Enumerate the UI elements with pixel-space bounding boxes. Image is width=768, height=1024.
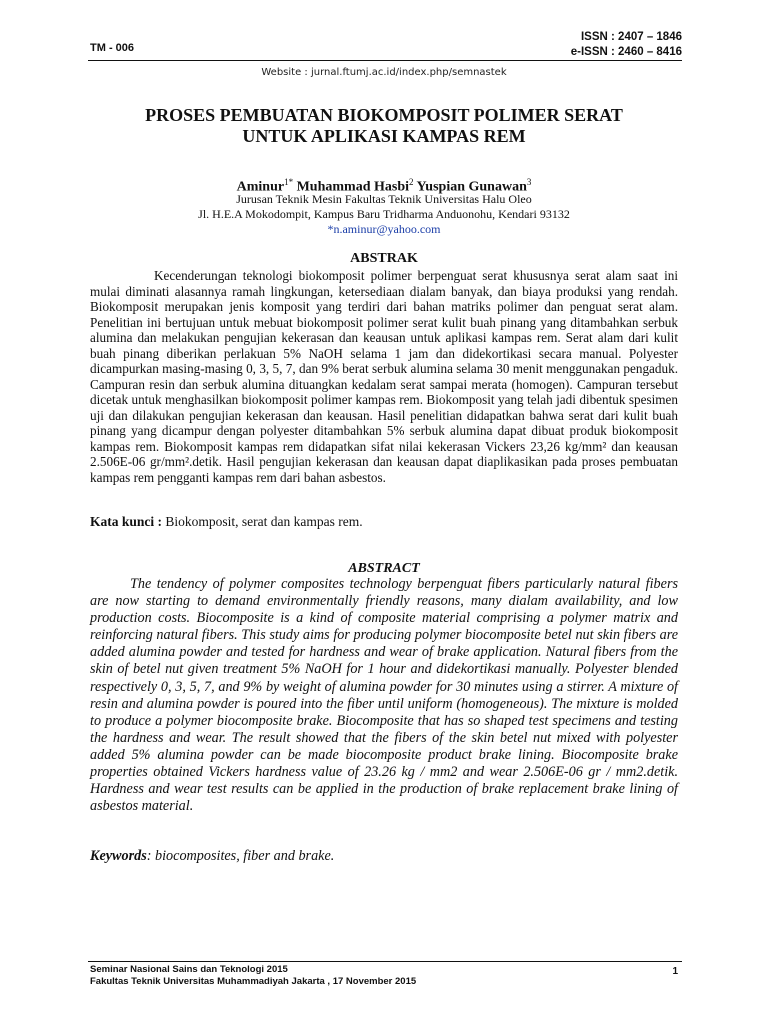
issn: ISSN : 2407 – 1846	[580, 31, 682, 43]
keywords-label: Keywords	[90, 848, 147, 864]
author-name: Muhammad Hasbi	[296, 179, 409, 195]
kata-kunci	[90, 514, 363, 530]
issn-block	[571, 30, 682, 60]
abstrak-heading: ABSTRAK	[350, 251, 418, 266]
abstrak-body: Kecenderungan teknologi biokomposit polimer berpenguat serat khususnya serat alam saat ini mulai diminati alasannya ramah lingkungan, ketersediaan dialam banyak, dan biaya produksi yang rendah. Biokomposit merupakan jenis komposit yang terdiri dari bahan matriks polimer dan penguat serat alam. Penelitian ini bertujuan untuk mebuat biokomposit polimer serat kulit buah pinang yang ditambahkan serbuk alumina dan melakukan pengujian kekerasan dan keausan untuk aplikasi kampas rem. Serat alam dari kulit buah pinang diberikan perlakuan 5% NaOH selama 1 jam dan didekortikasi secara manual. Polyester dicampurkan masing-masing 0, 3, 5, 7, dan 9% berat serbuk alumina selama 30 menit menggunakan pengaduk. Campuran resin dan serbuk alumina dituangkan kedalam serat sampai merata (homogen). Campuran tersebut dicetak untuk menghasilkan biokomposit polimer kampas rem. Biokomposit yang telah jadi dibentuk spesimen uji dan dilakukan pengujian kekerasan dan keausan. Hasil penelitian didapatkan bahwa serat dari kulit buah pinang yang dicampur dengan polyester ditambahkan 5% serbuk alumina dapat dibuat produk biokomposit kampas rem. Biokomposit kampas rem didapatkan sifat nilai kekerasan Vickers 23,26 kg/mm² dan keausan 2.506E-06 gr/mm².detik. Hasil pengujian kekerasan dan keausan dapat diaplikasikan pada proses pembuatan kampas rem pengganti kampas rem dari bahan asbestos.	[90, 268, 678, 485]
title-line-2: UNTUK APLIKASI KAMPAS REM	[242, 126, 526, 146]
footer	[90, 964, 416, 988]
author-sup: 1*	[284, 177, 294, 187]
author-name: Aminur	[236, 179, 285, 195]
email-link[interactable]: *n.aminur@yahoo.com	[327, 222, 441, 236]
header-divider	[88, 60, 682, 61]
kata-kunci-text: Biokomposit, serat dan kampas rem.	[162, 514, 363, 529]
page-number: 1	[672, 966, 678, 977]
keywords-text: : biocomposites, fiber and brake.	[146, 848, 335, 864]
address-line: Jl. H.E.A Mokodompit, Kampus Baru Tridharma Anduonohu, Kendari 93132	[198, 207, 570, 221]
affiliation-line: Jurusan Teknik Mesin Fakultas Teknik Universitas Halu Oleo	[236, 192, 532, 206]
abstract-heading: ABSTRACT	[348, 561, 420, 576]
author-sup: 3	[526, 177, 532, 187]
title-line-1: PROSES PEMBUATAN BIOKOMPOSIT POLIMER SERAT	[145, 105, 623, 125]
kata-kunci-label: Kata kunci :	[90, 514, 163, 529]
footer-seminar: Seminar Nasional Sains dan Teknologi 2015	[90, 964, 288, 975]
paper-title	[0, 105, 768, 147]
paper-code: TM - 006	[90, 42, 135, 54]
author-sup: 2	[409, 177, 414, 187]
footer-divider	[88, 961, 682, 962]
abstract-body: The tendency of polymer composites technology berpenguat fibers particularly natural fibers are now starting to demand environmentally friendly reasons, many dialam availability, and low production costs. Biocomposite is a kind of composite material comprising a polymer matrix and reinforcing natural fibers. This study aims for producing polymer biocomposite betel nut skin fibers are added alumina powder and tested for hardness and wear of brake application. Natural fibers from the skin of betel nut given treatment 5% NaOH for 1 hour and didekortikasi manually. Polyester blended respectively 0, 3, 5, 7, and 9% by weight of alumina powder for 30 minutes using a stirrer. A mixture of resin and alumina powder is poured into the fiber until uniform (homogeneous). The mixture is molded to produce a polymer biocomposite brake. Biocomposite that has so shaped test specimens and testing the hardness and wear. The result showed that the fibers of the skin betel nut mixed with polyester added 5% alumina powder can be made biocomposite product brake lining. Biocomposite brake properties obtained Vickers hardness value of 23.26 kg / mm2 and wear 2.506E-06 gr / mm2.detik. Hardness and wear test results can be applied in the production of brake replacement brake lining of asbestos material.	[90, 576, 678, 815]
footer-venue: Fakultas Teknik Universitas Muhammadiyah Jakarta , 17 November 2015	[90, 976, 417, 987]
keywords	[90, 848, 334, 865]
affiliation-block	[0, 192, 768, 237]
e-issn: e-ISSN : 2460 – 8416	[570, 46, 682, 58]
website-line: Website : jurnal.ftumj.ac.id/index.php/semnastek	[261, 67, 507, 78]
author-name: Yuspian Gunawan	[416, 179, 527, 195]
